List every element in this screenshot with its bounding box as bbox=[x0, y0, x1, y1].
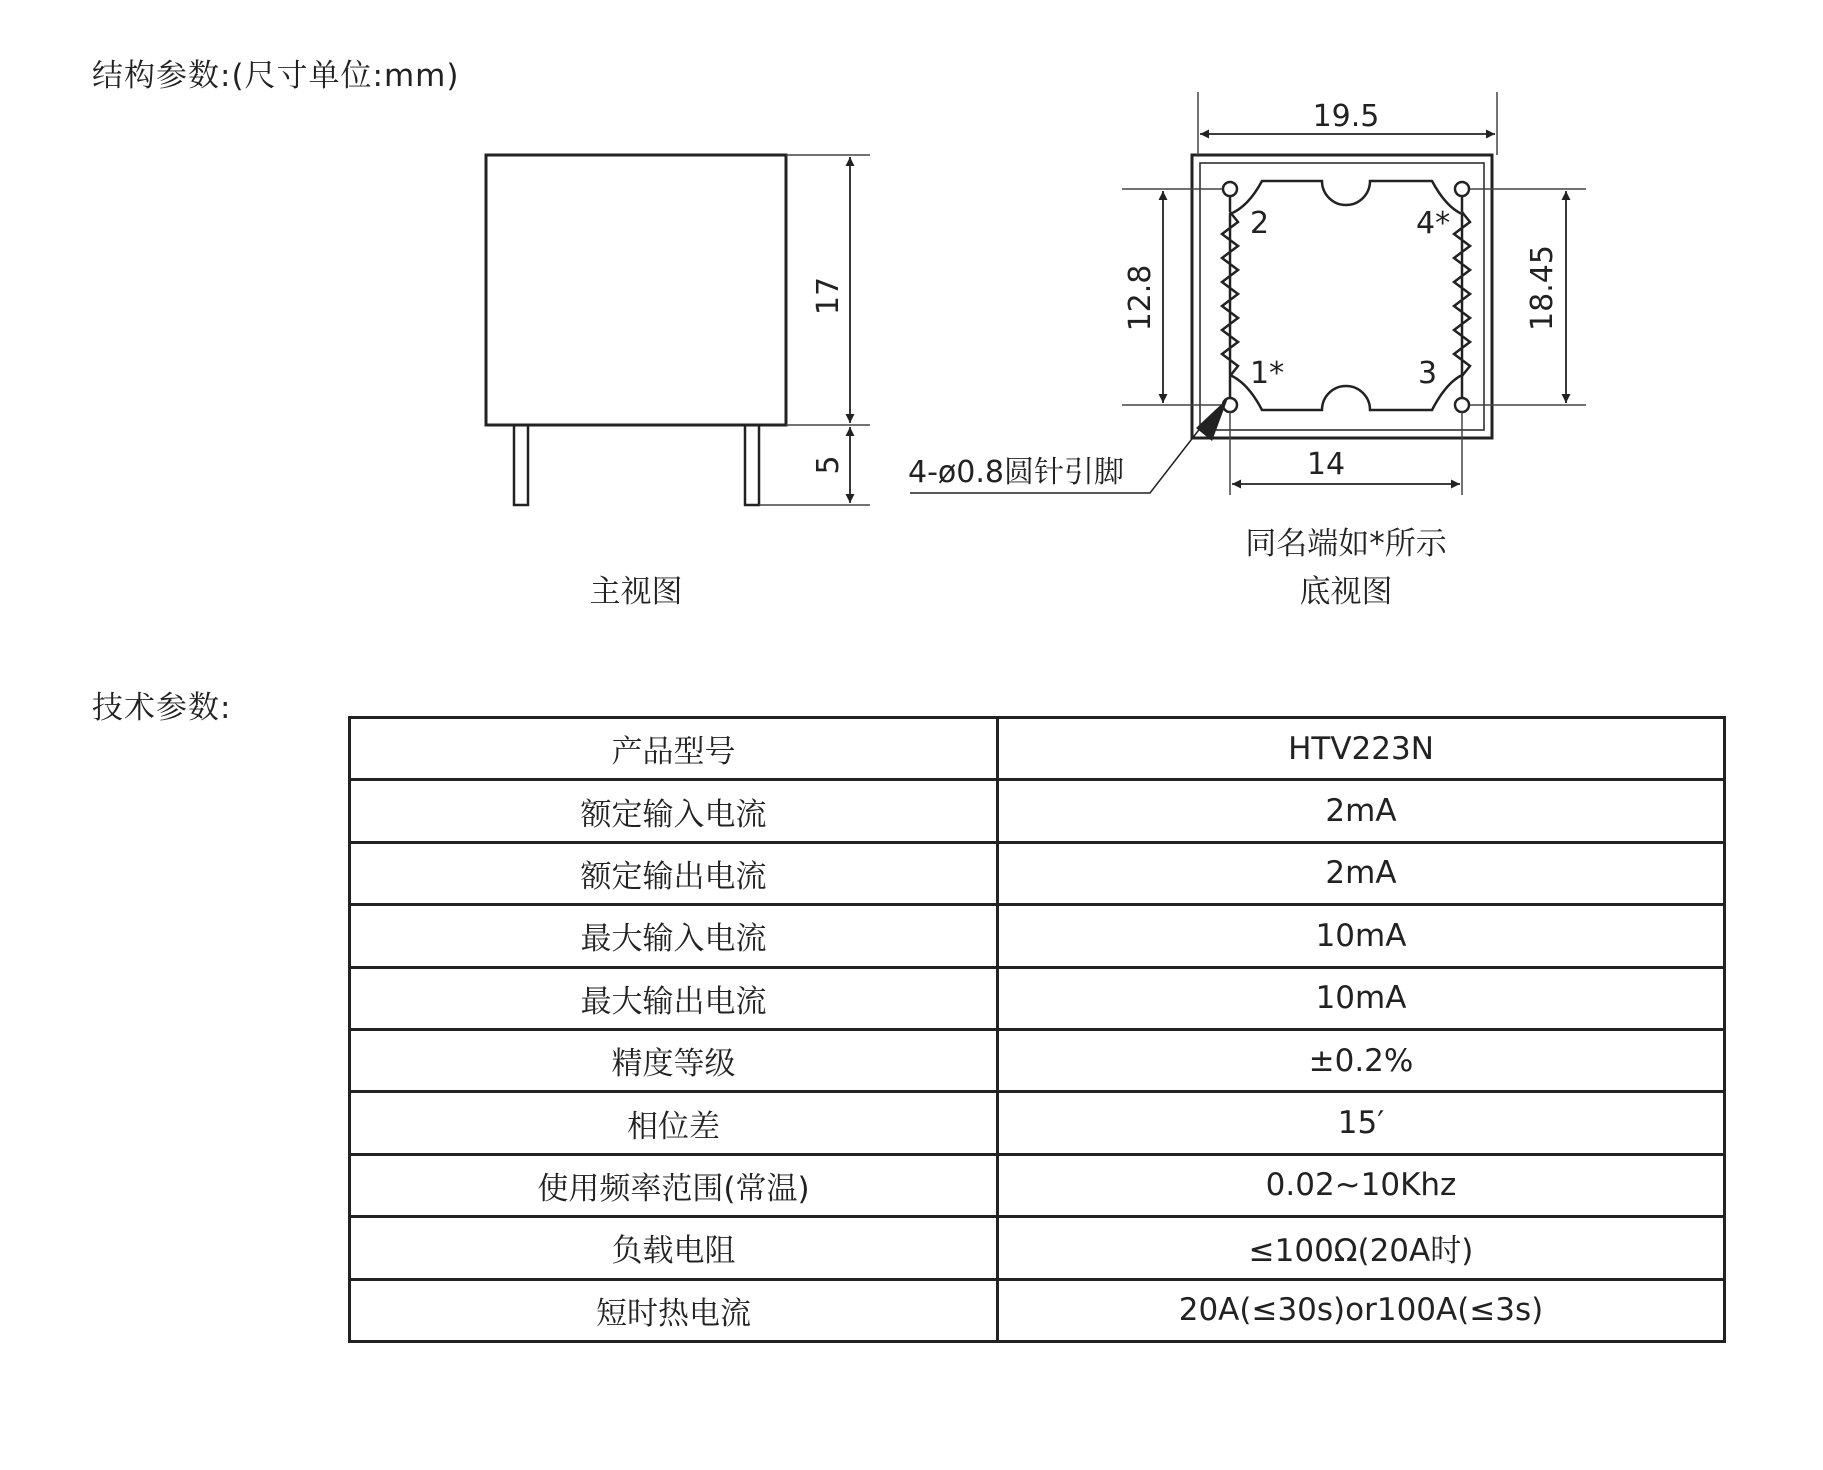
table-row bbox=[350, 780, 1725, 842]
row-value: ≤100Ω(20A时) bbox=[998, 1217, 1725, 1279]
row-label: 使用频率范围(常温) bbox=[350, 1154, 998, 1216]
pin-3 bbox=[1455, 398, 1469, 412]
table-row bbox=[350, 1217, 1725, 1279]
table-row bbox=[350, 1092, 1725, 1154]
row-value: 20A(≤30s)or100A(≤3s) bbox=[998, 1279, 1725, 1341]
row-value: 10mA bbox=[998, 967, 1725, 1029]
row-label: 负载电阻 bbox=[350, 1217, 998, 1279]
dim-body-height-label: 17 bbox=[811, 276, 846, 316]
spec-table bbox=[348, 716, 1726, 1343]
row-value: 15′ bbox=[998, 1092, 1725, 1154]
dimension-drawing bbox=[0, 0, 1823, 640]
right-pin bbox=[745, 425, 759, 505]
row-label: 额定输出电流 bbox=[350, 842, 998, 904]
row-value: 10mA bbox=[998, 905, 1725, 967]
table-row bbox=[350, 967, 1725, 1029]
row-label: 精度等级 bbox=[350, 1029, 998, 1091]
pin-label-4: 4* bbox=[1416, 206, 1451, 241]
table-row bbox=[350, 1029, 1725, 1091]
left-pin bbox=[514, 425, 528, 505]
pin-2 bbox=[1223, 182, 1237, 196]
row-value: 2mA bbox=[998, 780, 1725, 842]
table-row bbox=[350, 1279, 1725, 1341]
same-polarity-note: 同名端如*所示 bbox=[1245, 526, 1447, 562]
pin-4 bbox=[1455, 182, 1469, 196]
pin-label-3: 3 bbox=[1418, 356, 1438, 391]
row-value: 0.02~10Khz bbox=[998, 1154, 1725, 1216]
technical-heading: 技术参数: bbox=[92, 690, 232, 726]
pin-label-1: 1* bbox=[1250, 356, 1285, 391]
dim-pin-spacing-label: 14 bbox=[1306, 447, 1346, 482]
row-value: ±0.2% bbox=[998, 1029, 1725, 1091]
row-label: 相位差 bbox=[350, 1092, 998, 1154]
row-value: HTV223N bbox=[998, 718, 1725, 780]
row-label: 额定输入电流 bbox=[350, 780, 998, 842]
front-view-caption: 主视图 bbox=[589, 574, 683, 610]
pin-label-2: 2 bbox=[1250, 206, 1270, 241]
row-label: 产品型号 bbox=[350, 718, 998, 780]
dim-width-label: 19.5 bbox=[1312, 99, 1380, 134]
row-label: 短时热电流 bbox=[350, 1279, 998, 1341]
dim-pin-length-label: 5 bbox=[811, 455, 846, 475]
dim-left-height-label: 12.8 bbox=[1123, 264, 1158, 332]
bottom-view-caption: 底视图 bbox=[1299, 574, 1393, 610]
pin-callout-label: 4-ø0.8圆针引脚 bbox=[908, 455, 1124, 490]
table-row bbox=[350, 718, 1725, 780]
row-label: 最大输出电流 bbox=[350, 967, 998, 1029]
transformer-body bbox=[486, 155, 786, 425]
row-label: 最大输入电流 bbox=[350, 905, 998, 967]
dim-right-height-label: 18.45 bbox=[1525, 245, 1560, 331]
table-row bbox=[350, 905, 1725, 967]
base-outline bbox=[1192, 155, 1492, 438]
table-row bbox=[350, 842, 1725, 904]
bottom-view bbox=[908, 92, 1586, 495]
table-row bbox=[350, 1154, 1725, 1216]
structure-heading: 结构参数:(尺寸单位:mm) bbox=[92, 58, 460, 94]
row-value: 2mA bbox=[998, 842, 1725, 904]
front-view bbox=[486, 155, 870, 505]
